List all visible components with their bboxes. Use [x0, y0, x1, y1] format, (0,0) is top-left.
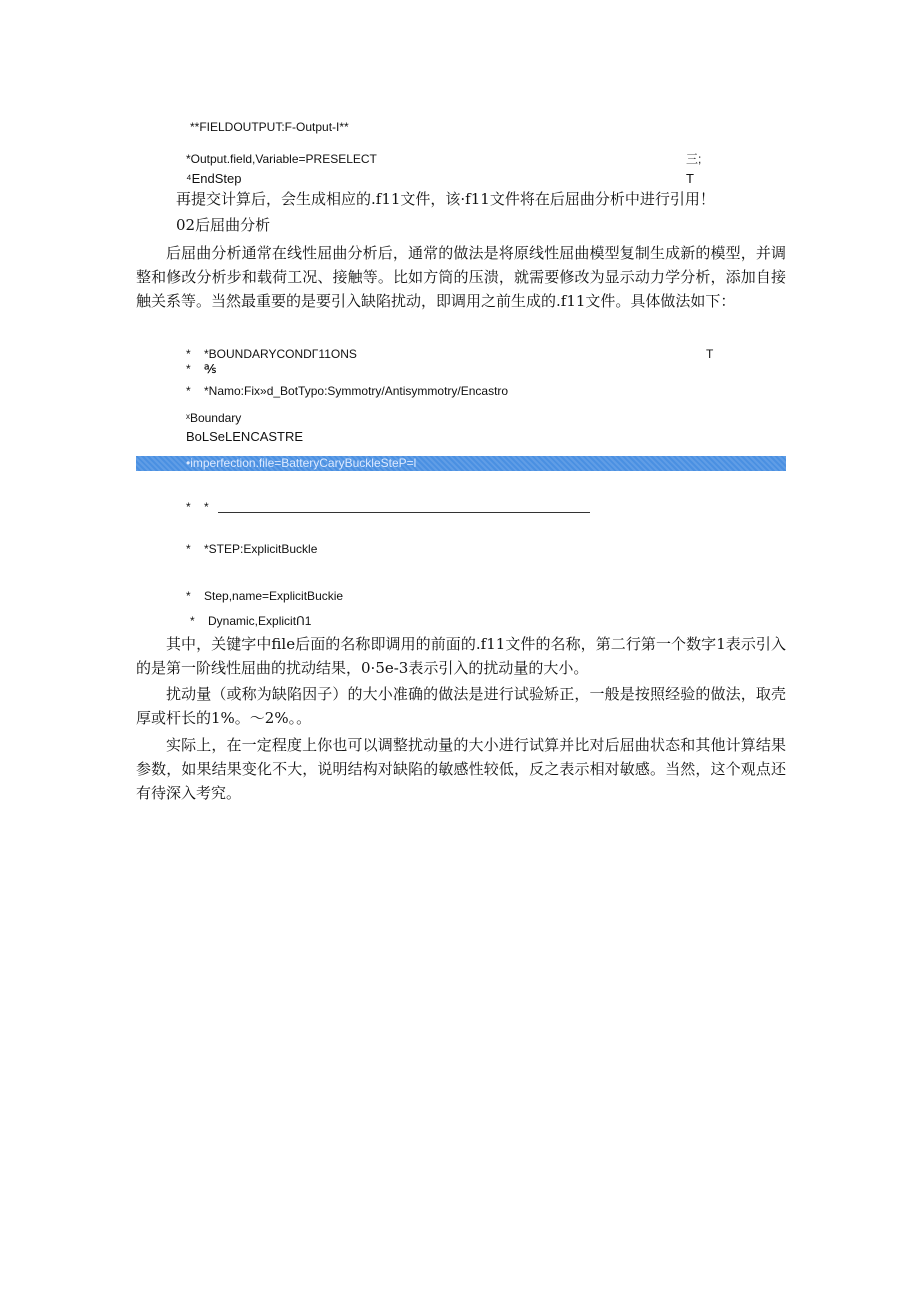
code-name-line: * *Namo:Fix»d_BotTypo:Symmotry/Antisymmotry/Encastro — [186, 384, 509, 398]
code-end-step: ⁴EndStep — [186, 171, 242, 186]
code-separator-prefix: * * — [186, 500, 209, 514]
section-heading: 02后屈曲分析 — [176, 216, 271, 234]
code-end-step-right: T — [686, 171, 694, 186]
code-dynamic: * Dynamic,ExplicitՈ1 — [190, 614, 312, 628]
explanation-paragraph: 其中，关键字中file后面的名称即调用的前面的.f11文件的名称，第二行第一个数字1表示引入的是第一阶线性屈曲的扰动结果，0·5e-3表示引入的扰动量的大小。 — [136, 635, 786, 677]
code-output-field: *Output.field,Variable=PRESELECT — [186, 152, 377, 166]
conclusion-paragraph: 实际上，在一定程度上你也可以调整扰动量的大小进行试算并比对后屈曲状态和其他计算结果参数，如果结果变化不大，说明结构对缺陷的敏感性较低，反之表示相对敏感。当然，这个观点还有待深入考究。 — [136, 736, 786, 802]
imperfection-paragraph: 扰动量（或称为缺陷因子）的大小准确的做法是进行试验矫正，一般是按照经验的做法，取壳厚或杆长的1%。～2%。。 — [136, 685, 786, 727]
code-encastre: BoLSeLENCASTRE — [186, 429, 304, 444]
code-output-field-right: 三; — [686, 152, 702, 166]
code-step-name: * Step,name=ExplicitBuckie — [186, 589, 344, 603]
code-boundary-cond: * *BOUNDARYCONDΓ11ONS — [186, 347, 357, 361]
resubmit-text: 再提交计算后，会生成相应的.f11文件，该·f11文件将在后屈曲分析中进行引用！ — [176, 190, 715, 208]
code-step-header: * *STEP:ExplicitBuckle — [186, 542, 318, 556]
code-star-line: * ℁ — [186, 362, 217, 376]
separator-rule — [218, 512, 590, 513]
post-buckling-paragraph: 后屈曲分析通常在线性屈曲分析后，通常的做法是将原线性屈曲模型复制生成新的模型，并调整和修改分析步和载荷工况、接触等。比如方筒的压溃，就需要修改为显示动力学分析，添加自接触关系等。当然最重要的是要引入缺陷扰动，即调用之前生成的.f11文件。具体做法如下： — [136, 244, 786, 310]
code-imperfection: •imperfection.file=BatteryCaryBuckleSteP=l — [186, 456, 417, 470]
code-boundary-cond-right: T — [706, 347, 714, 361]
code-field-output: **FIELDOUTPUT:F-Output-I** — [190, 120, 349, 134]
code-boundary: ˣBoundary — [186, 411, 242, 425]
